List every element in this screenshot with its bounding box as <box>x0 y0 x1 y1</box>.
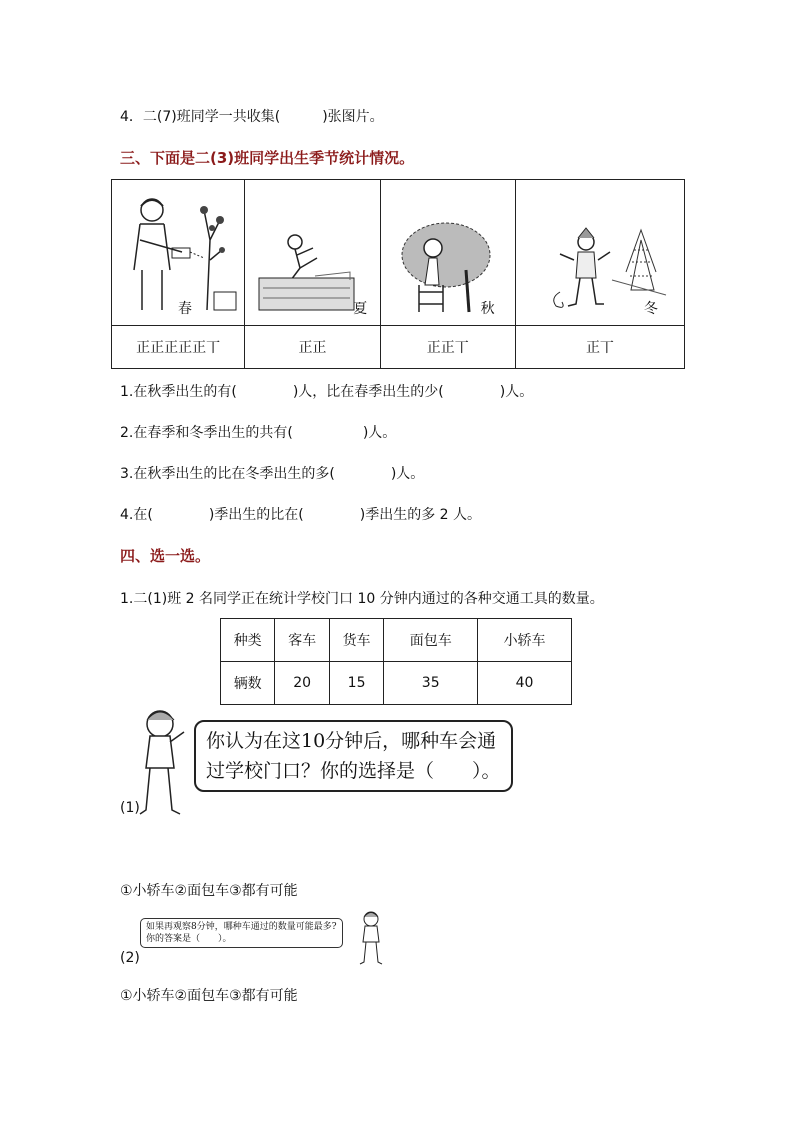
s3-question-2: 2.在春季和冬季出生的共有( )人。 <box>120 425 397 441</box>
bubble-1-line-1: 你认为在这10分钟后，哪种车会通 <box>206 730 497 752</box>
header-bus: 客车 <box>275 619 329 662</box>
autumn-illustration <box>381 180 516 325</box>
bubble-2-line-2: 你的答案是（ ）。 <box>146 934 232 944</box>
vehicle-count-table <box>220 618 572 705</box>
season-label-summer: 夏 <box>353 301 368 317</box>
row-label-count: 辆数 <box>221 662 275 705</box>
count-car: 40 <box>478 662 572 705</box>
spring-cell <box>112 180 245 326</box>
tally-summer: 正正 <box>245 326 380 369</box>
section-3-title: 三、下面是二(3)班同学出生季节统计情况。 <box>120 149 415 167</box>
sub-question-2-label: (2) <box>120 950 140 966</box>
header-type: 种类 <box>221 619 275 662</box>
options-2: ①小轿车②面包车③都有可能 <box>120 988 298 1004</box>
count-van: 35 <box>384 662 478 705</box>
birth-season-table <box>111 179 685 369</box>
tally-autumn: 正正丅 <box>380 326 515 369</box>
s4-question-1: 1.二(1)班 2 名同学正在统计学校门口 10 分钟内通过的各种交通工具的数量。 <box>120 591 604 607</box>
header-car: 小轿车 <box>478 619 572 662</box>
speech-bubble-1 <box>194 720 513 792</box>
sub-question-1-label: (1) <box>120 800 140 816</box>
boy-illustration-2 <box>356 910 386 966</box>
s3-question-3: 3.在秋季出生的比在冬季出生的多( )人。 <box>120 466 425 482</box>
header-truck: 货车 <box>329 619 383 662</box>
season-label-spring: 春 <box>178 301 192 317</box>
summer-cell <box>245 180 380 326</box>
tally-spring: 正正正正正丅 <box>112 326 245 369</box>
boy-illustration-1 <box>132 706 192 818</box>
winter-illustration <box>516 180 685 325</box>
season-label-autumn: 秋 <box>480 301 495 317</box>
options-1: ①小轿车②面包车③都有可能 <box>120 883 298 899</box>
previous-question-4: 4．二(7)班同学一共收集( )张图片。 <box>120 109 384 125</box>
count-bus: 20 <box>275 662 329 705</box>
speech-bubble-2 <box>140 918 343 948</box>
header-van: 面包车 <box>384 619 478 662</box>
autumn-cell <box>380 180 515 326</box>
s3-question-4: 4.在( )季出生的比在( )季出生的多 2 人。 <box>120 507 482 523</box>
winter-cell <box>515 180 684 326</box>
s3-question-1: 1.在秋季出生的有( )人，比在春季出生的少( )人。 <box>120 384 534 400</box>
section-4-title: 四、选一选。 <box>120 547 211 565</box>
tally-winter: 正丅 <box>515 326 684 369</box>
bubble-1-line-2: 过学校门口？你的选择是（ ）。 <box>206 760 501 782</box>
bubble-2-line-1: 如果再观察8分钟，哪种车通过的数量可能最多? <box>146 922 337 932</box>
season-label-winter: 冬 <box>643 301 658 317</box>
count-truck: 15 <box>329 662 383 705</box>
